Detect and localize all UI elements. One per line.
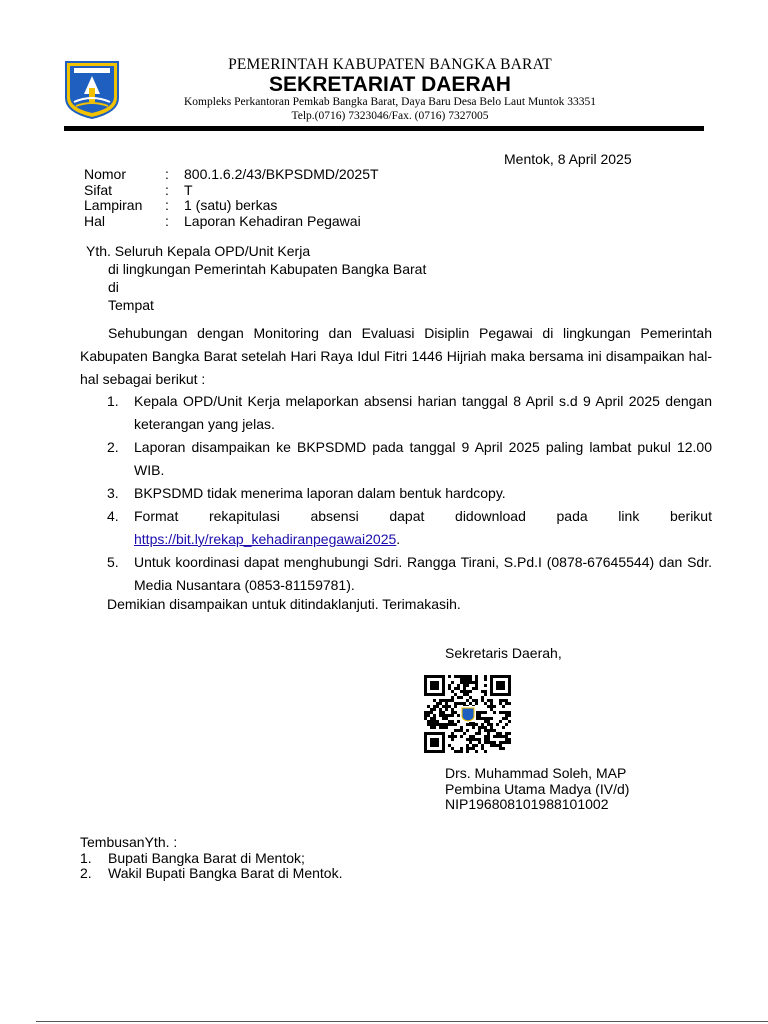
rekap-link[interactable]: https://bit.ly/rekap_kehadiranpegawai2025	[134, 531, 397, 547]
carbon-copy-item	[80, 866, 343, 882]
meta-row-hal	[84, 214, 379, 230]
recipient-line: Tempat	[108, 297, 154, 313]
list-text: Untuk koordinasi dapat menghubungi Sdri. Rangga Tirani, S.Pd.I (0878-67645544) dan Sdr. Media Nusantara (0853-81159781).	[134, 554, 712, 593]
letterhead-phone: Telp.(0716) 7323046/Fax. (0716) 7327005	[291, 110, 489, 122]
list-text: Kepala OPD/Unit Kerja melaporkan absensi harian tanggal 8 April s.d 9 April 2025 dengan keterangan yang jelas.	[134, 393, 712, 432]
signature-title: Sekretaris Daerah,	[445, 645, 562, 661]
meta-row-lampiran	[84, 198, 379, 214]
list-number: 3.	[107, 485, 119, 501]
meta-value: 1 (satu) berkas	[184, 197, 278, 213]
carbon-copy-block	[80, 835, 343, 882]
meta-sep: :	[165, 212, 169, 229]
list-number: 4.	[107, 508, 119, 524]
meta-key: Nomor	[84, 166, 127, 182]
list-number: 5.	[107, 554, 119, 570]
list-item	[80, 482, 712, 505]
page-bottom-line	[36, 1021, 768, 1022]
meta-sep: :	[165, 166, 169, 182]
meta-sep: :	[165, 197, 169, 213]
qr-code-icon	[424, 675, 512, 753]
signatory-rank: Pembina Utama Madya (IV/d)	[445, 780, 630, 797]
meta-key: Sifat	[84, 181, 113, 198]
carbon-copy-item	[80, 851, 343, 867]
letterhead-government: PEMERINTAH KABUPATEN BANGKA BARAT	[228, 56, 552, 73]
meta-row-nomor	[84, 167, 379, 183]
meta-sep: :	[165, 181, 169, 198]
recipient-line: Yth. Seluruh Kepala OPD/Unit Kerja	[86, 243, 311, 259]
letter-meta-table	[84, 167, 379, 229]
signatory-nip: NIP196808101988101002	[445, 796, 609, 812]
opening-paragraph: Sehubungan dengan Monitoring dan Evaluasi Disiplin Pegawai di lingkungan Pemerintah Kabupaten Bangka Barat setelah Hari Raya Idul Fitri 1446 Hijriah maka bersama ini disampaikan hal-hal sebagai berikut :	[80, 325, 712, 387]
meta-key: Lampiran	[84, 197, 143, 213]
meta-value: 800.1.6.2/43/BKPSDMD/2025T	[184, 166, 379, 182]
carbon-copy-number: 2.	[80, 865, 92, 881]
recipient-block	[86, 242, 426, 314]
carbon-copy-label: TembusanYth. :	[80, 834, 178, 850]
meta-value: Laporan Kehadiran Pegawai	[184, 212, 361, 229]
list-number: 1.	[107, 393, 119, 409]
signatory-name: Drs. Muhammad Soleh, MAP	[445, 765, 627, 781]
letterhead-address: Kompleks Perkantoran Pemkab Bangka Barat, Daya Baru Desa Belo Laut Muntok 33351	[184, 96, 596, 108]
list-text: Laporan disampaikan ke BKPSDMD pada tanggal 9 April 2025 paling lambat pukul 12.00 WIB.	[134, 439, 712, 478]
closing-sentence: Demikian disampaikan untuk ditindaklanjuti. Terimakasih.	[107, 596, 461, 612]
regency-logo	[62, 58, 122, 120]
letterhead-office: SEKRETARIAT DAERAH	[269, 73, 511, 96]
carbon-copy-text: Bupati Bangka Barat di Mentok;	[108, 849, 305, 866]
carbon-copy-text: Wakil Bupati Bangka Barat di Mentok.	[108, 865, 343, 881]
list-item	[80, 505, 712, 551]
list-text-suffix: .	[396, 531, 401, 547]
meta-key: Hal	[84, 212, 106, 229]
recipient-line: di	[108, 279, 119, 295]
signature-block	[445, 766, 629, 813]
points-list	[80, 390, 712, 597]
list-item	[80, 551, 712, 597]
list-item	[80, 390, 712, 436]
meta-value: T	[184, 181, 193, 198]
carbon-copy-number: 1.	[80, 849, 92, 866]
letter-date: Mentok, 8 April 2025	[504, 151, 632, 167]
letterhead-divider	[64, 126, 704, 131]
meta-row-sifat	[84, 183, 379, 199]
recipient-line: di lingkungan Pemerintah Kabupaten Bangka Barat	[108, 261, 427, 277]
list-item	[80, 436, 712, 482]
list-text: BKPSDMD tidak menerima laporan dalam bentuk hardcopy.	[134, 485, 506, 501]
list-number: 2.	[107, 439, 119, 455]
list-text: Format rekapitulasi absensi dapat didownload pada link berikut	[134, 508, 712, 524]
